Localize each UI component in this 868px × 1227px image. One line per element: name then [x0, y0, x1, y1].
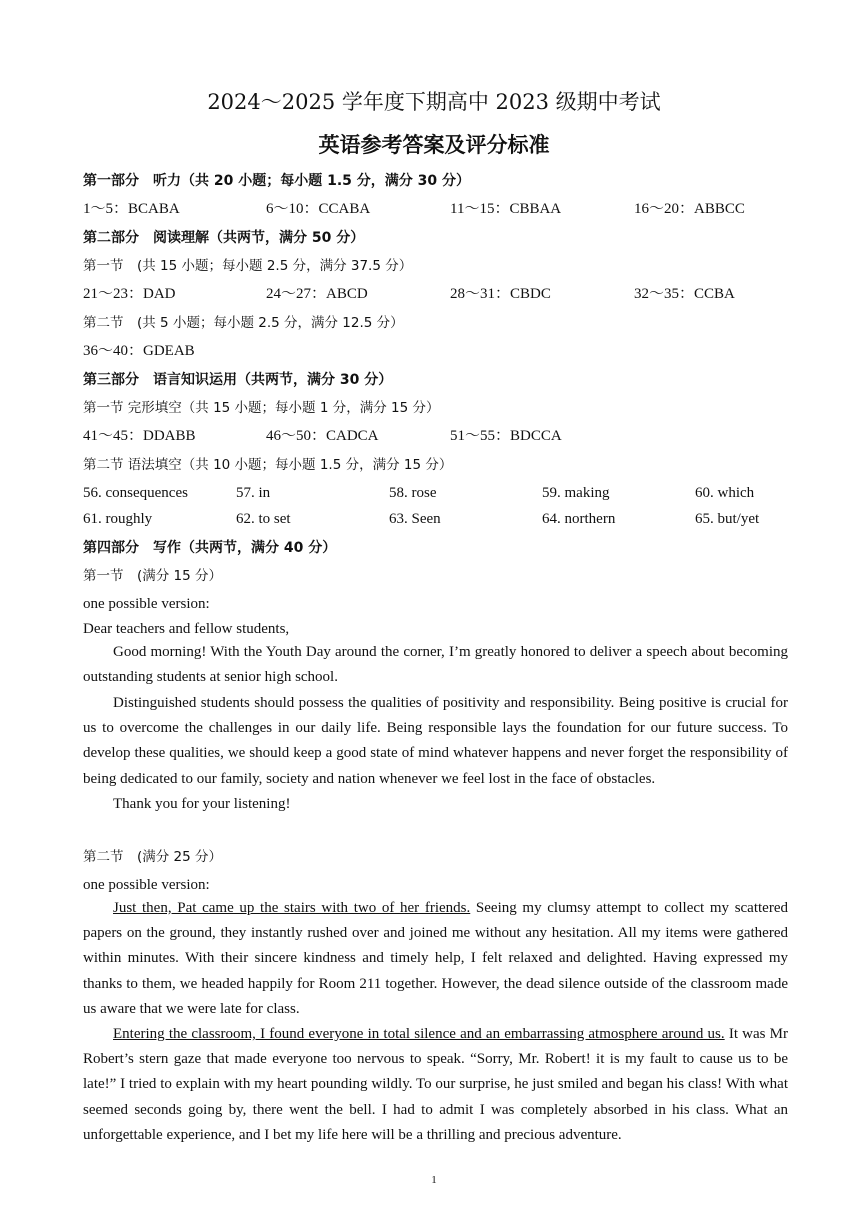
answer-group: 51～55：BDCCA [450, 428, 562, 444]
part3-section2-heading: 第二节 语法填空（共 10 小题；每小题 1.5 分，满分 15 分） [83, 457, 453, 473]
answer-group: 16～20：ABBCC [634, 201, 745, 217]
answer-group: 32～35：CCBA [634, 286, 735, 302]
grammar-answer: 58. rose [389, 485, 437, 501]
grammar-answer: 56. consequences [83, 485, 188, 501]
paragraph-text: It was Mr Robert’s stern gaze that made everyone too nervous to speak. “Sorry, Mr. Robert! it is my fault to cause us to be late!” I tried to explain with my heart pounding wildly. To our surprise, he just smiled and began his class! With what seemed seconds going by, there went the bell. I had to admit I was completely absorbed in his class. What an unforgettable experience, and I bet my life here will be a thrilling and precious adventure. [83, 1026, 788, 1143]
part3-section1-heading: 第一节 完形填空（共 15 小题；每小题 1 分，满分 15 分） [83, 400, 440, 416]
answer-group: 28～31：CBDC [450, 286, 551, 302]
exam-title: 2024～2025 学年度下期高中 2023 级期中考试 [207, 90, 661, 114]
version-label: one possible version: [83, 877, 210, 893]
grammar-answer: 61. roughly [83, 511, 153, 527]
grammar-answer: 65. but/yet [695, 511, 760, 527]
given-opening-sentence: Entering the classroom, I found everyone in total silence and an embarrassing atmosphere around us. [113, 1026, 725, 1042]
grammar-answer: 63. Seen [389, 511, 441, 527]
given-opening-sentence: Just then, Pat came up the stairs with two of her friends. [113, 900, 471, 916]
answer-group: 41～45：DDABB [83, 428, 196, 444]
part2-heading: 第二部分 阅读理解（共两节，满分 50 分） [83, 230, 365, 246]
answer-group: 36～40：GDEAB [83, 343, 195, 359]
answer-group: 11～15：CBBAA [450, 201, 562, 217]
grammar-answer: 59. making [542, 485, 610, 501]
part4-section1-heading: 第一节 (满分 15 分） [83, 568, 223, 584]
essay-paragraph: Distinguished students should possess the qualities of positivity and responsibility. Being positive is crucial for us to overcome the challenges in our daily life. Being responsible lays the foundation for our future success. To develop these qualities, we should keep a good state of mind whatever happens and never forget the responsibility of being dedicated to our family, society and nation whenever we feel lost in the face of obstacles. [83, 695, 788, 787]
page-number: 1 [431, 1174, 437, 1186]
continuation-paragraph [83, 896, 788, 1022]
part1-heading: 第一部分 听力（共 20 小题；每小题 1.5 分，满分 30 分） [83, 173, 471, 189]
grammar-answer: 64. northern [542, 511, 616, 527]
essay-paragraph: Thank you for your listening! [113, 796, 291, 812]
part4-section2-heading: 第二节 (满分 25 分） [83, 849, 223, 865]
letter-greeting: Dear teachers and fellow students, [83, 621, 290, 637]
part4-heading: 第四部分 写作（共两节，满分 40 分） [83, 540, 337, 556]
paragraph-text: Seeing my clumsy attempt to collect my scattered papers on the ground, they instantly rushed over and joined me without any hesitation. All my items were gathered within minutes. With their sincere kindness and timely help, I felt relaxed and delighted. Having expressed my thanks to them, we headed happily for Room 211 together. However, the dead silence outside of the classroom made us aware that we were late for class. [83, 900, 788, 1017]
answer-group: 24～27：ABCD [266, 286, 368, 302]
answer-group: 46～50：CADCA [266, 428, 379, 444]
answer-key-title: 英语参考答案及评分标准 [318, 132, 550, 157]
part2-section1-heading: 第一节 (共 15 小题；每小题 2.5 分，满分 37.5 分） [83, 258, 413, 274]
essay-paragraph: Good morning! With the Youth Day around the corner, I’m greatly honored to deliver a speech about becoming outstanding students at senior high school. [83, 644, 788, 686]
continuation-paragraph [83, 1022, 788, 1148]
answer-group: 6～10：CCABA [266, 201, 371, 217]
grammar-answer: 57. in [236, 485, 271, 501]
grammar-answer: 62. to set [236, 511, 291, 527]
grammar-answer: 60. which [695, 485, 755, 501]
part3-heading: 第三部分 语言知识运用（共两节，满分 30 分） [83, 372, 393, 388]
answer-group: 21～23：DAD [83, 286, 176, 302]
version-label: one possible version: [83, 596, 210, 612]
answer-group: 1～5：BCABA [83, 201, 180, 217]
part2-section2-heading: 第二节 (共 5 小题；每小题 2.5 分，满分 12.5 分） [83, 315, 404, 331]
